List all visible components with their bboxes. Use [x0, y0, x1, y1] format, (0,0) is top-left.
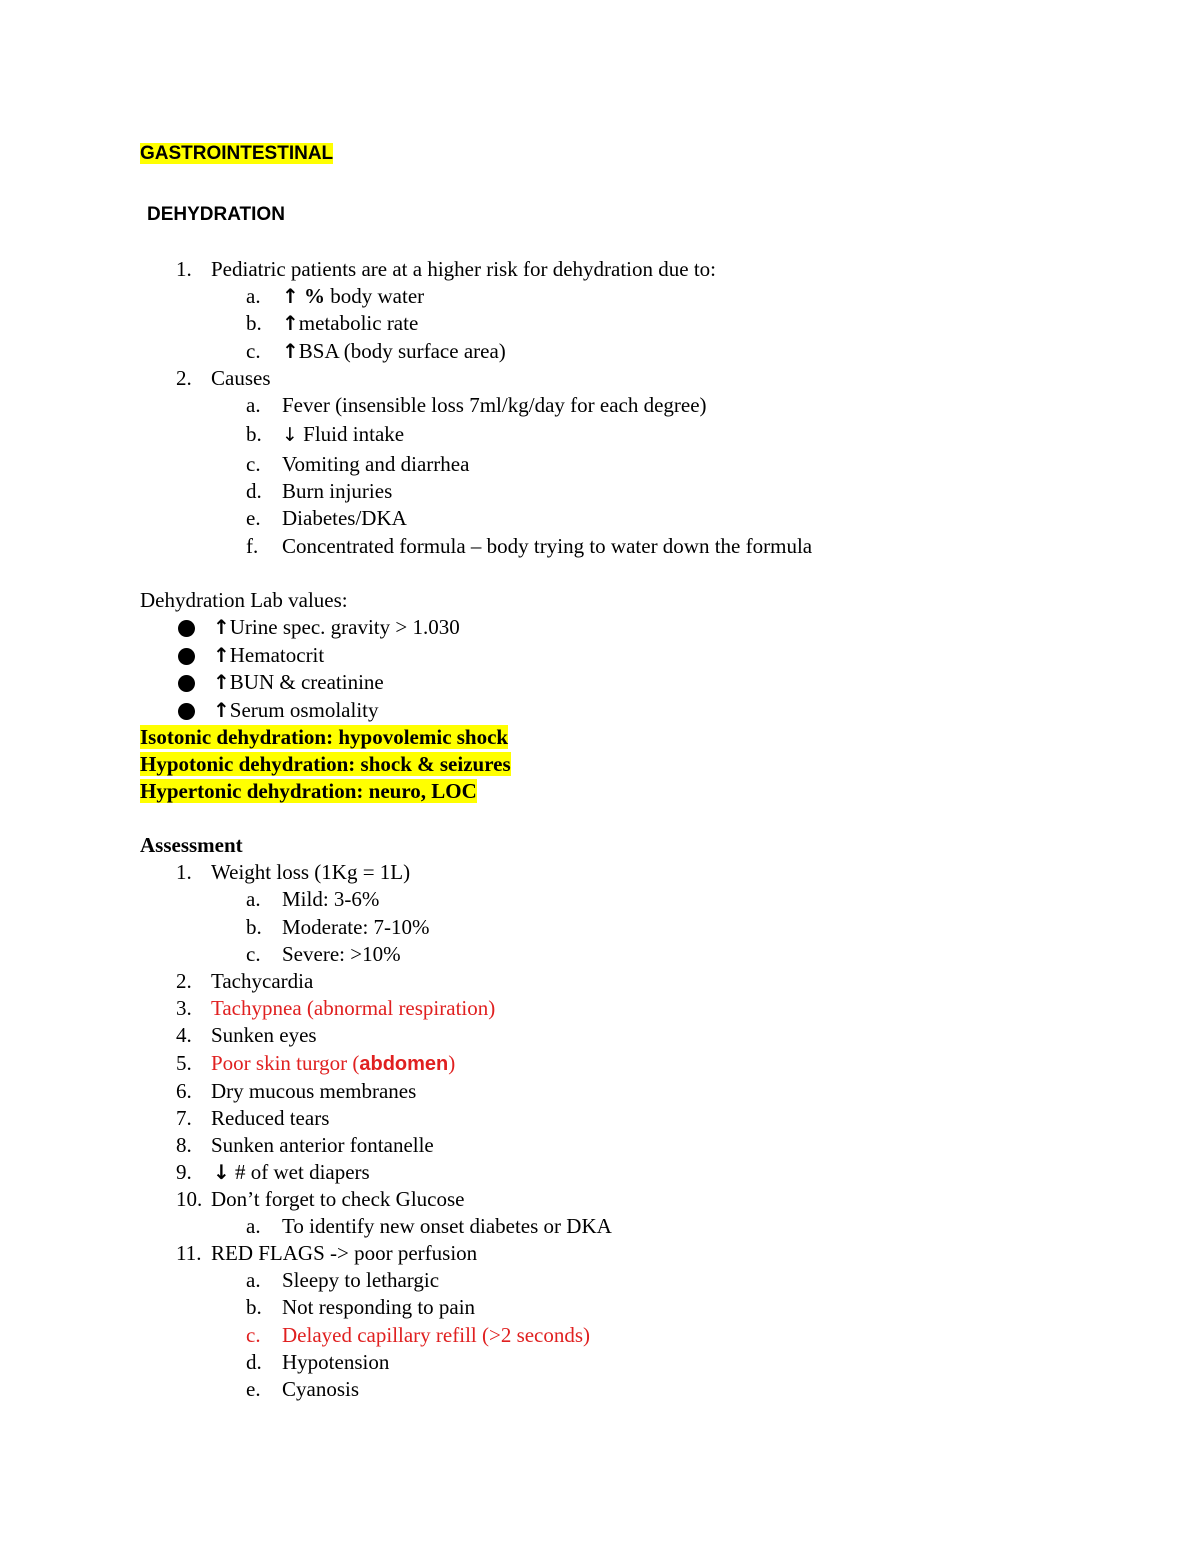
list-item: ↑Urine spec. gravity > 1.030	[213, 615, 460, 639]
sublist-item: Diabetes/DKA	[282, 506, 407, 530]
list-item: ↑BUN & creatinine	[213, 670, 384, 694]
up-arrow-icon: ↑	[213, 670, 230, 694]
sublist-marker: a.	[246, 393, 261, 417]
sublist-item: Vomiting and diarrhea	[282, 452, 470, 476]
list-number: 3.	[176, 996, 192, 1020]
sublist-item: Fever (insensible loss 7ml/kg/day for each degree)	[282, 393, 707, 417]
list-number: 9.	[176, 1160, 192, 1184]
up-arrow-icon: ↑	[282, 311, 299, 335]
lab-values-heading: Dehydration Lab values:	[140, 588, 348, 612]
up-arrow-icon: ↑	[282, 284, 299, 308]
sublist-marker: a.	[246, 887, 261, 911]
list-number: 1.	[176, 860, 192, 884]
list-item: Reduced tears	[211, 1106, 330, 1130]
list-item: ↓ # of wet diapers	[213, 1160, 370, 1184]
list-item: Dry mucous membranes	[211, 1079, 417, 1103]
sublist-marker: c.	[246, 339, 261, 363]
sublist-marker: b.	[246, 915, 262, 939]
sublist-marker: c.	[246, 1323, 261, 1347]
sublist-item: Mild: 3-6%	[282, 887, 380, 911]
highlighted-note: Hypotonic dehydration: shock & seizures	[140, 752, 511, 776]
section-heading: DEHYDRATION	[147, 204, 285, 225]
sublist-marker: e.	[246, 1377, 261, 1401]
list-item: Poor skin turgor (abdomen)	[211, 1051, 456, 1075]
sublist-marker: a.	[246, 1214, 261, 1238]
list-item: Sunken eyes	[211, 1023, 317, 1047]
list-item: Tachycardia	[211, 969, 314, 993]
up-arrow-icon: ↑	[213, 615, 230, 639]
sublist-marker: f.	[246, 534, 259, 558]
bullet-icon	[178, 703, 195, 720]
sublist-marker: e.	[246, 506, 261, 530]
list-number: 11.	[176, 1241, 202, 1265]
sublist-marker: d.	[246, 1350, 262, 1374]
up-arrow-icon: ↑	[213, 698, 230, 722]
list-number: 10.	[176, 1187, 203, 1211]
list-item: ↑Hematocrit	[213, 643, 325, 667]
list-item: Tachypnea (abnormal respiration)	[211, 996, 496, 1020]
list-number: 6.	[176, 1079, 192, 1103]
sublist-item: Severe: >10%	[282, 942, 401, 966]
sublist-item: Not responding to pain	[282, 1295, 476, 1319]
sublist-marker: b.	[246, 422, 262, 446]
sublist-item: ↓ Fluid intake	[282, 422, 405, 446]
sublist-item: Concentrated formula – body trying to water down the formula	[282, 534, 813, 558]
list-number: 7.	[176, 1106, 192, 1130]
bullet-icon	[178, 620, 195, 637]
highlighted-note: Hypertonic dehydration: neuro, LOC	[140, 779, 477, 803]
down-arrow-icon: ↓	[213, 1160, 230, 1184]
list-number: 8.	[176, 1133, 192, 1157]
sublist-item: Sleepy to lethargic	[282, 1268, 440, 1292]
sublist-marker: c.	[246, 452, 261, 476]
list-number: 4.	[176, 1023, 192, 1047]
assessment-heading: Assessment	[140, 833, 243, 857]
sublist-marker: c.	[246, 942, 261, 966]
sublist-item: ↑BSA (body surface area)	[282, 339, 506, 363]
down-arrow-icon: ↓	[282, 424, 298, 446]
sublist-marker: b.	[246, 311, 262, 335]
list-item: Weight loss (1Kg = 1L)	[211, 860, 411, 884]
sublist-marker: a.	[246, 1268, 261, 1292]
sublist-item: Hypotension	[282, 1350, 390, 1374]
sublist-item: Moderate: 7-10%	[282, 915, 430, 939]
sublist-marker: a.	[246, 284, 261, 308]
up-arrow-icon: ↑	[282, 339, 299, 363]
list-item: Causes	[211, 366, 271, 390]
sublist-item: Delayed capillary refill (>2 seconds)	[282, 1323, 591, 1347]
list-item: Pediatric patients are at a higher risk for dehydration due to:	[211, 257, 716, 281]
sublist-marker: d.	[246, 479, 262, 503]
sublist-item: ↑metabolic rate	[282, 311, 419, 335]
list-number: 5.	[176, 1051, 192, 1075]
sublist-item: ↑ % body water	[282, 284, 425, 308]
list-item: Sunken anterior fontanelle	[211, 1133, 434, 1157]
page-title: GASTROINTESTINAL	[140, 143, 334, 164]
highlighted-note: Isotonic dehydration: hypovolemic shock	[140, 725, 509, 749]
list-number: 1.	[176, 257, 192, 281]
list-number: 2.	[176, 969, 192, 993]
sublist-marker: b.	[246, 1295, 262, 1319]
sublist-item: To identify new onset diabetes or DKA	[282, 1214, 612, 1238]
list-item: ↑Serum osmolality	[213, 698, 379, 722]
bullet-icon	[178, 648, 195, 665]
sublist-item: Burn injuries	[282, 479, 393, 503]
list-item: Don’t forget to check Glucose	[211, 1187, 465, 1211]
list-number: 2.	[176, 366, 192, 390]
list-item: RED FLAGS -> poor perfusion	[211, 1241, 478, 1265]
bullet-icon	[178, 675, 195, 692]
up-arrow-icon: ↑	[213, 643, 230, 667]
sublist-item: Cyanosis	[282, 1377, 360, 1401]
